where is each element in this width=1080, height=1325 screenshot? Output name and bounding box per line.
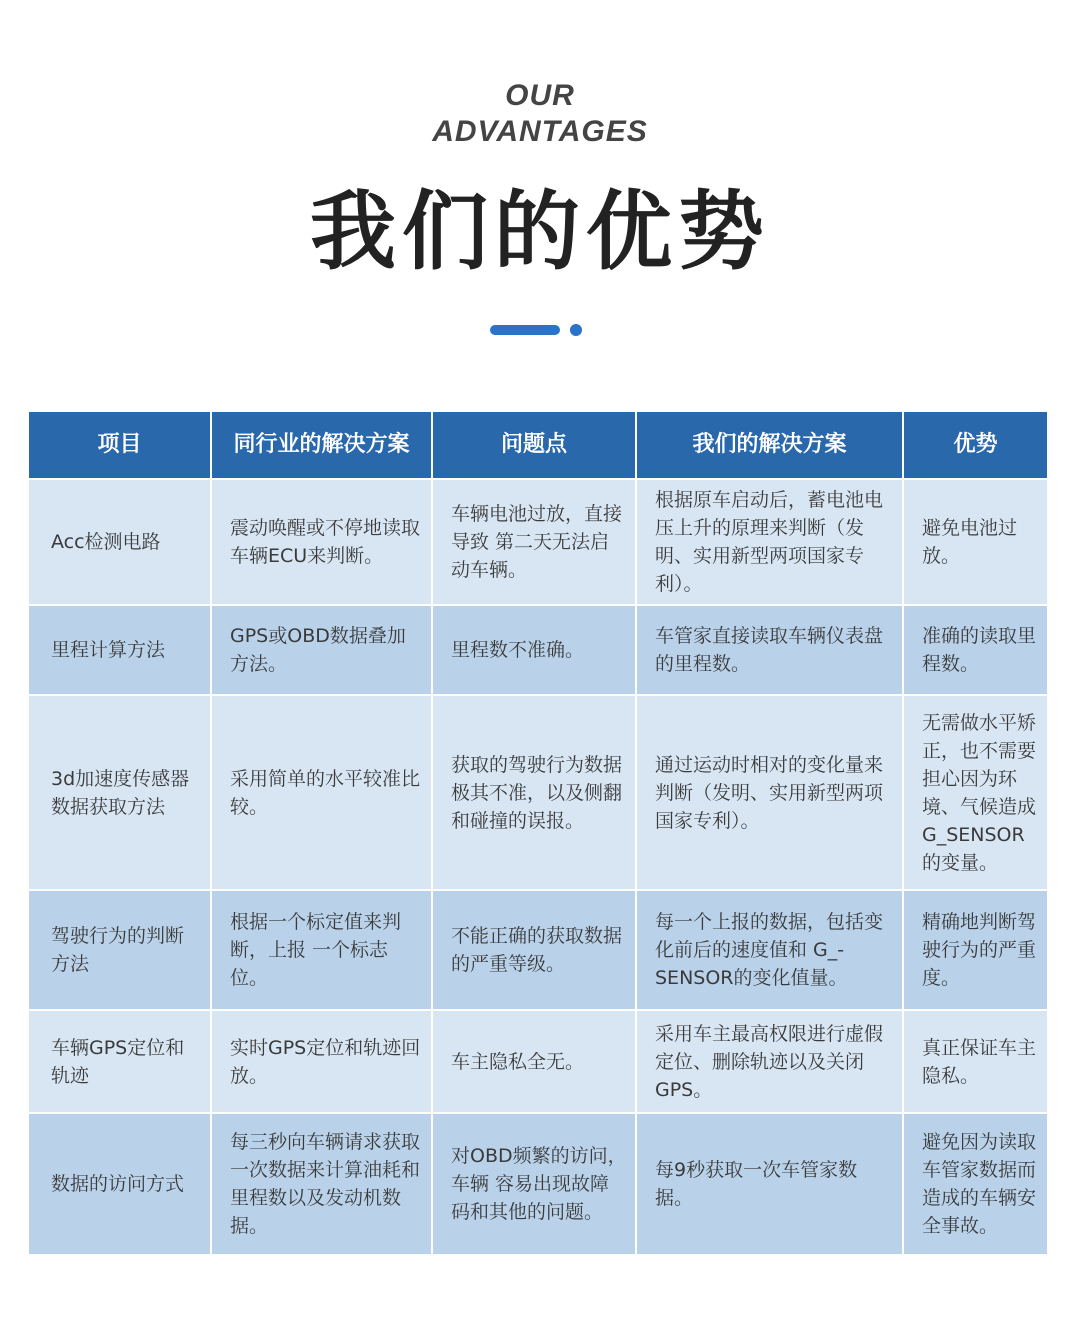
table-cell-item: Acc检测电路: [28, 479, 211, 605]
table-cell-advantage: 避免电池过放。: [903, 479, 1048, 605]
table-cell-industry-solution: 实时GPS定位和轨迹回放。: [211, 1010, 432, 1113]
table-cell-our-solution: 采用车主最高权限进行虚假定位、删除轨迹以及关闭GPS。: [636, 1010, 903, 1113]
column-header: 我们的解决方案: [636, 411, 903, 479]
table-cell-advantage: 无需做水平矫正，也不需要担心因为环境、气候造成G_SENSOR的变量。: [903, 695, 1048, 890]
english-title-line1: OUR: [505, 79, 575, 112]
table-row: [28, 890, 1048, 1010]
table-cell-industry-solution: 采用简单的水平较准比较。: [211, 695, 432, 890]
page-title: 我们的优势: [310, 182, 770, 282]
table-row: [28, 1113, 1048, 1255]
table-row: [28, 605, 1048, 695]
table-header-row: [28, 411, 1048, 479]
table-cell-advantage: 避免因为读取车管家数据而造成的车辆安全事故。: [903, 1113, 1048, 1255]
table-cell-problem: 不能正确的获取数据的严重等级。: [432, 890, 636, 1010]
column-header: 同行业的解决方案: [211, 411, 432, 479]
table-cell-our-solution: 通过运动时相对的变化量来判断（发明、实用新型两项国家专利）。: [636, 695, 903, 890]
table-row: [28, 695, 1048, 890]
decorative-dot: [570, 324, 582, 336]
table-cell-our-solution: 根据原车启动后，蓄电池电压上升的原理来判断（发明、实用新型两项国家专利）。: [636, 479, 903, 605]
table-cell-problem: 获取的驾驶行为数据极其不准，以及侧翻和碰撞的误报。: [432, 695, 636, 890]
table-cell-item: 3d加速度传感器数据获取方法: [28, 695, 211, 890]
table-cell-item: 里程计算方法: [28, 605, 211, 695]
english-title-line2: ADVANTAGES: [432, 115, 648, 148]
table-cell-industry-solution: 震动唤醒或不停地读取车辆ECU来判断。: [211, 479, 432, 605]
table-cell-problem: 车辆电池过放，直接导致 第二天无法启动车辆。: [432, 479, 636, 605]
table-cell-our-solution: 车管家直接读取车辆仪表盘的里程数。: [636, 605, 903, 695]
table-cell-problem: 里程数不准确。: [432, 605, 636, 695]
decorative-bar: [490, 325, 560, 335]
table-cell-item: 车辆GPS定位和轨迹: [28, 1010, 211, 1113]
table-cell-industry-solution: 每三秒向车辆请求获取一次数据来计算油耗和里程数以及发动机数据。: [211, 1113, 432, 1255]
advantages-table: [27, 410, 1049, 1256]
table-cell-problem: 车主隐私全无。: [432, 1010, 636, 1113]
table-cell-industry-solution: 根据一个标定值来判断，上报 一个标志位。: [211, 890, 432, 1010]
table-cell-advantage: 准确的读取里程数。: [903, 605, 1048, 695]
column-header: 优势: [903, 411, 1048, 479]
table-cell-advantage: 真正保证车主隐私。: [903, 1010, 1048, 1113]
table-cell-item: 驾驶行为的判断方法: [28, 890, 211, 1010]
table-cell-our-solution: 每一个上报的数据，包括变化前后的速度值和 G_-SENSOR的变化值量。: [636, 890, 903, 1010]
column-header: 项目: [28, 411, 211, 479]
column-header: 问题点: [432, 411, 636, 479]
table-cell-industry-solution: GPS或OBD数据叠加方法。: [211, 605, 432, 695]
table-cell-advantage: 精确地判断驾驶行为的严重度。: [903, 890, 1048, 1010]
table-cell-item: 数据的访问方式: [28, 1113, 211, 1255]
english-title: [0, 78, 1080, 150]
table-cell-problem: 对OBD频繁的访问，车辆 容易出现故障码和其他的问题。: [432, 1113, 636, 1255]
table-row: [28, 479, 1048, 605]
table-cell-our-solution: 每9秒获取一次车管家数据。: [636, 1113, 903, 1255]
table-row: [28, 1010, 1048, 1113]
